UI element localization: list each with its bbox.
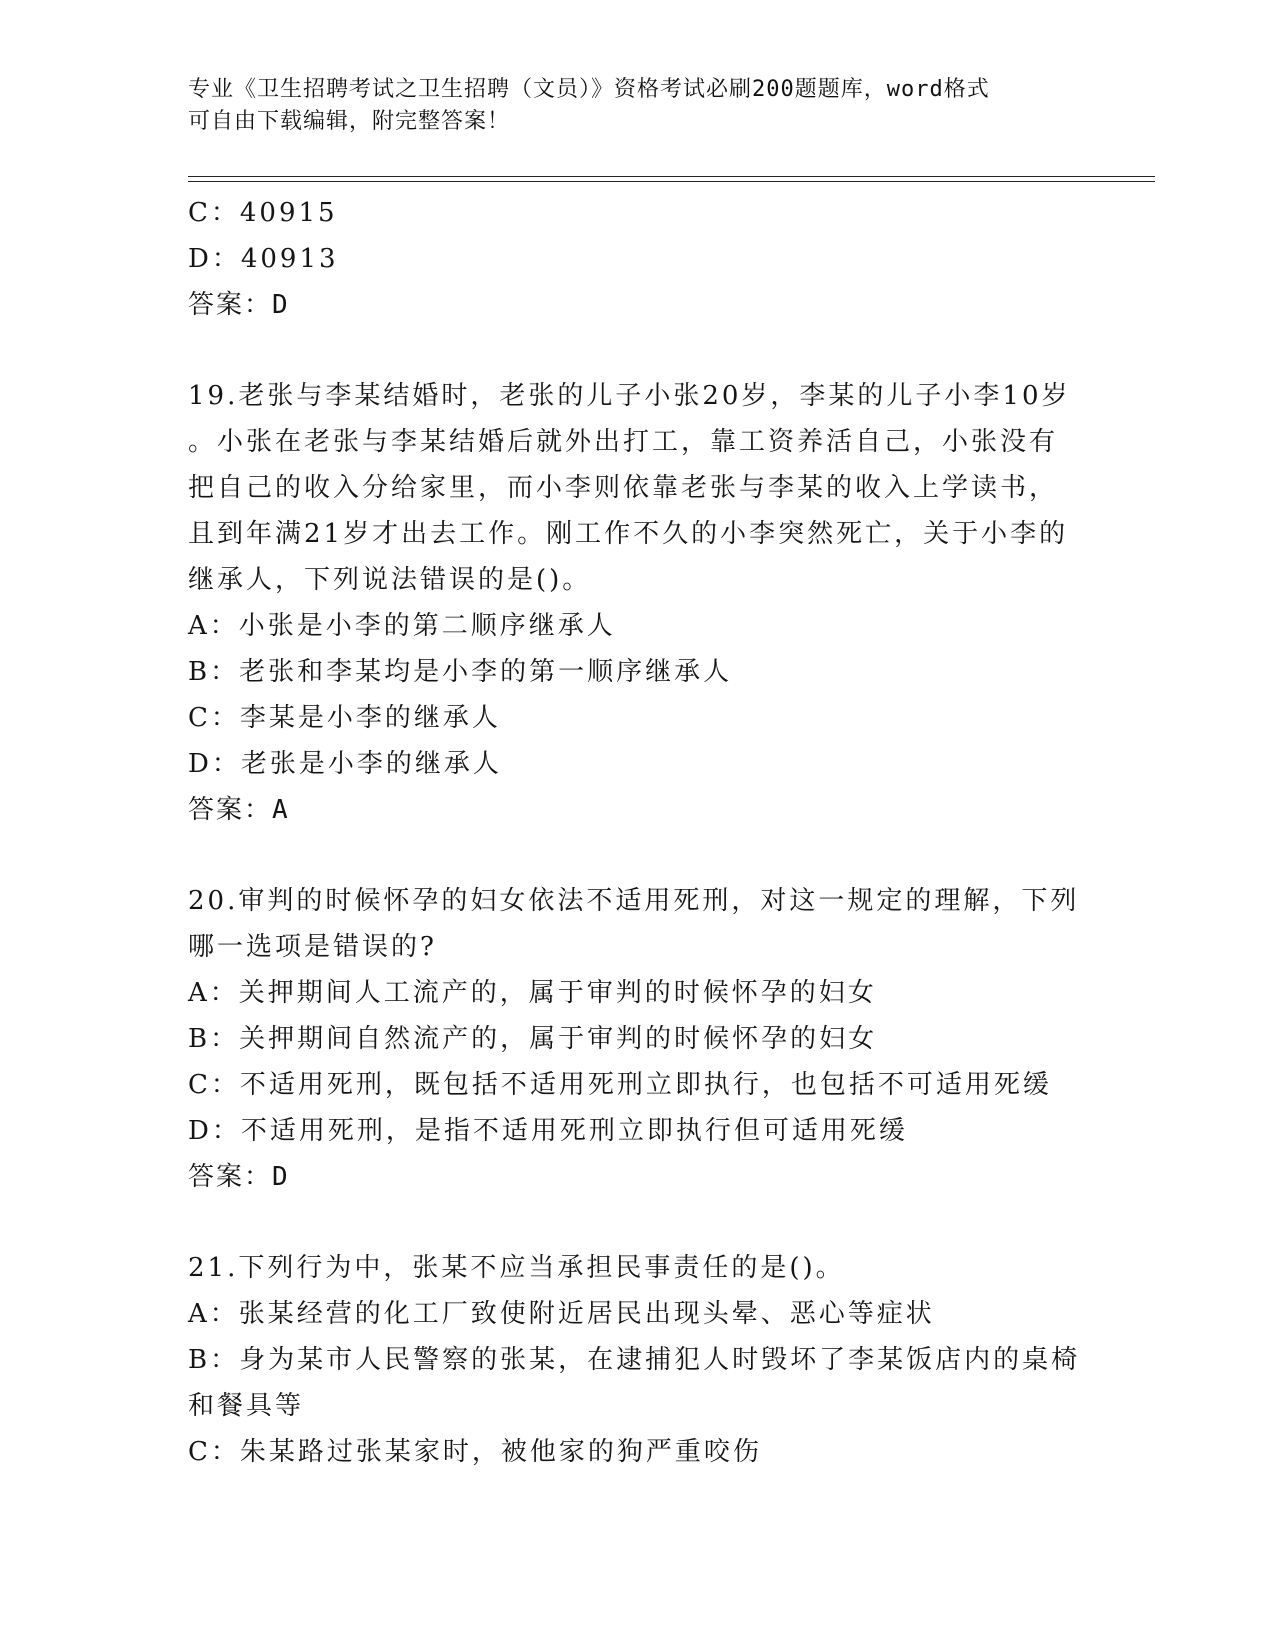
question-18 (188, 190, 1068, 328)
header-title-line-1: 专业《卫生招聘考试之卫生招聘（文员）》资格考试必刷200题题库，word格式 (188, 77, 990, 102)
header-title-line-2: 可自由下载编辑，附完整答案！ (188, 109, 511, 134)
question-spacer (188, 1200, 1068, 1245)
option-a: A：关押期间人工流产的，属于审判的时候怀孕的妇女 (188, 978, 877, 1008)
option-b-line-2: 和餐具等 (188, 1391, 305, 1421)
answer-value: D (272, 290, 290, 320)
option-c: C：朱某路过张某家时，被他家的狗严重咬伤 (188, 1437, 762, 1467)
question-text-line: 继承人，下列说法错误的是()。 (188, 565, 592, 595)
question-21 (188, 1245, 1081, 1475)
question-spacer (188, 833, 1068, 878)
document-header (188, 74, 1068, 138)
option-c: C：40915 (188, 198, 338, 228)
header-divider-bottom (188, 181, 1155, 182)
question-text-line: 20.审判的时候怀孕的妇女依法不适用死刑，对这一规定的理解，下列 (188, 886, 1080, 916)
question-text-line: 把自己的收入分给家里，而小李则依靠老张与李某的收入上学读书， (188, 473, 1059, 503)
question-text-line: 21.下列行为中，张某不应当承担民事责任的是()。 (188, 1253, 845, 1283)
option-d: D：40913 (188, 244, 339, 274)
option-c: C：李某是小李的继承人 (188, 703, 501, 733)
answer-line (188, 282, 1068, 328)
question-text (188, 373, 1071, 603)
question-text-line: 哪一选项是错误的? (188, 932, 437, 962)
answer-label: 答案： (188, 795, 273, 825)
question-text (188, 1245, 1068, 1291)
option-a: A：张某经营的化工厂致使附近居民出现头晕、恶心等症状 (188, 1299, 935, 1329)
question-text-line: 且到年满21岁才出去工作。刚工作不久的小李突然死亡，关于小李的 (188, 519, 1069, 549)
answer-line (188, 787, 1068, 833)
question-list (188, 190, 1081, 1475)
option-b-line-1: B：身为某市人民警察的张某，在逮捕犯人时毁坏了李某饭店内的桌椅 (188, 1345, 1081, 1375)
option-b: B：老张和李某均是小李的第一顺序继承人 (188, 657, 733, 687)
option-c: C：不适用死刑，既包括不适用死刑立即执行，也包括不可适用死缓 (188, 1070, 1052, 1100)
question-text-line: 。小张在老张与李某结婚后就外出打工，靠工资养活自己，小张没有 (188, 427, 1059, 457)
option-a: A：小张是小李的第二顺序继承人 (188, 611, 616, 641)
question-text (188, 878, 1080, 970)
answer-line (188, 1154, 1068, 1200)
answer-label: 答案： (188, 1162, 273, 1192)
option-b: B：关押期间自然流产的，属于审判的时候怀孕的妇女 (188, 1024, 878, 1054)
question-19 (188, 373, 1071, 833)
option-d: D：不适用死刑，是指不适用死刑立即执行但可适用死缓 (188, 1116, 908, 1146)
answer-label: 答案： (188, 290, 273, 320)
question-text-line: 19.老张与李某结婚时，老张的儿子小张20岁，李某的儿子小李10岁 (188, 381, 1071, 411)
answer-value: D (272, 1162, 290, 1192)
header-divider-top (188, 176, 1155, 177)
answer-value: A (272, 795, 290, 825)
question-spacer (188, 328, 1068, 373)
question-20 (188, 878, 1080, 1200)
option-d: D：老张是小李的继承人 (188, 749, 502, 779)
